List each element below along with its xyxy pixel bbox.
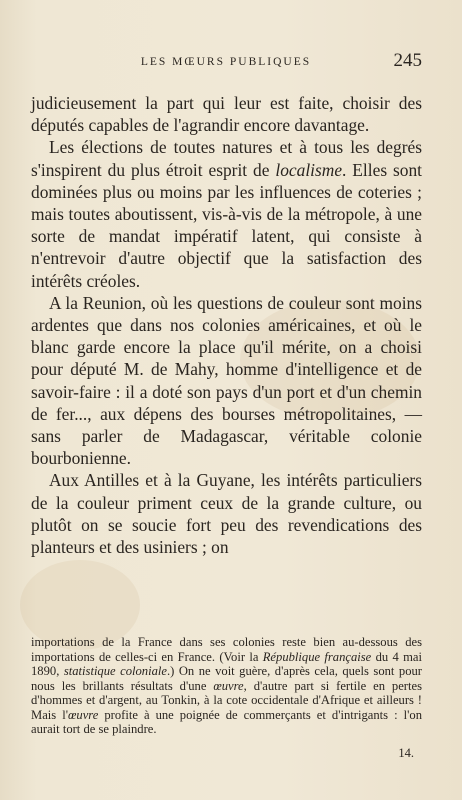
page-number: 245 xyxy=(393,50,422,71)
italic-title: statistique coloniale xyxy=(63,664,167,678)
text-run: profite à une poignée de commerçants et d'intrigants : l'on aurait tort de se plaindre. xyxy=(31,707,422,736)
paragraph: judicieusement la part qui leur est faite, choisir des députés capables de l'agrandir encore davantage. xyxy=(31,93,422,136)
running-title: LES MŒURS PUBLIQUES xyxy=(140,56,312,68)
italic-term: localisme xyxy=(275,159,343,180)
text-run: . Elles sont dominées plus ou moins par les influences de coteries ; mais toutes aboutissent, vis-à-vis de la métropole, à une sorte de mandat impératif latent, qui consiste à n'entrevoir d'autre objectif que la satisfaction des intérêts créoles. xyxy=(31,159,422,291)
paragraph: A la Reunion, où les questions de couleur sont moins ardentes que dans nos colonies américaines, et où le blanc garde encore la place qu'il mérite, on a choisi pour député M. de Mahy, homme d'intelligence et de savoir-faire : il a doté son pays d'un port et d'un chemin de fer..., aux dépens des bourses métropolitaines, — sans parler de Madagascar, véritable colonie bourbonienne. xyxy=(31,292,422,469)
text-run: Les élections de toutes natures et à tous les degrés s'inspirent du plus étroit esprit de xyxy=(31,137,422,180)
paragraph xyxy=(31,136,422,291)
italic-term: œuvre xyxy=(68,707,99,722)
text-run: du 4 mai 1890, xyxy=(31,649,422,678)
italic-term: œuvre xyxy=(213,678,244,693)
italic-title: République française xyxy=(262,649,372,664)
text-run: importations de la France dans ses colonies reste bien au-dessous des importations de celles-ci en France. (Voir la xyxy=(31,635,422,664)
signature-mark: 14. xyxy=(398,746,414,760)
page-header xyxy=(30,50,422,74)
paragraph: Aux Antilles et à la Guyane, les intérêts particuliers de la couleur priment ceux de la grande culture, ou plutôt on se soucie fort peu des revendications des planteurs et des usiniers ; on xyxy=(31,470,422,558)
main-text xyxy=(31,92,422,558)
text-run: .) On ne voit guère, d'après cela, quels sont pour nous les brillants résultats d'une xyxy=(31,664,422,693)
footnote-text xyxy=(31,635,422,737)
text-run: , d'autre part si fertile en pertes d'hommes et d'argent, au Tonkin, à la cote occidentale d'Afrique et ailleurs ! Mais l' xyxy=(31,678,422,722)
footnote xyxy=(31,635,422,737)
